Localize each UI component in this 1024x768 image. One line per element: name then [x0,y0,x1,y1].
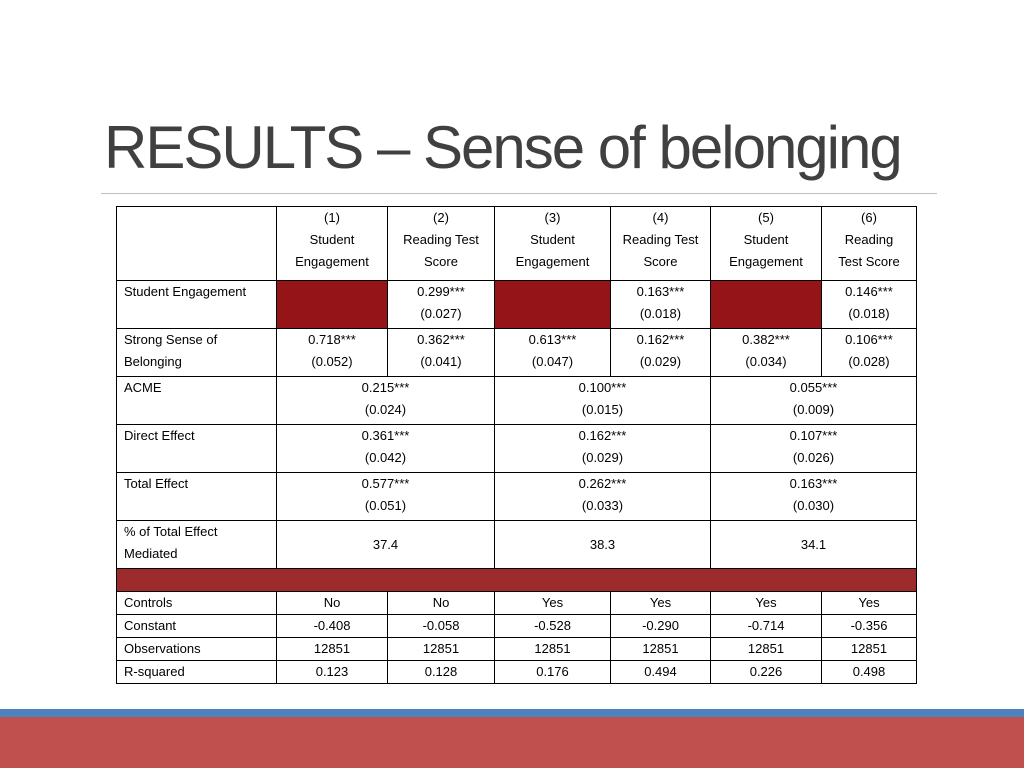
coef-cell [711,425,917,473]
standard-error: (0.029) [581,450,624,465]
standard-error: (0.026) [792,450,835,465]
row-label-line2: Mediated [124,546,178,561]
row-label: Total Effect [117,473,277,521]
column-header-1 [277,207,388,281]
value-cell: 0.123 [277,661,388,684]
coef-cell [388,281,495,329]
value-cell: 0.498 [822,661,917,684]
slide-title: RESULTS – Sense of belonging [104,114,901,181]
row-label: Student Engagement [117,281,277,329]
coefficient: 0.362*** [417,332,465,347]
coef-cell [495,329,611,377]
standard-error: (0.033) [581,498,624,513]
belonging-row [117,329,917,377]
row-label-line2: Belonging [124,354,182,369]
value-cell: No [388,592,495,615]
value-cell: 12851 [822,638,917,661]
value-cell: -0.714 [711,615,822,638]
coefficient: 0.215*** [361,380,410,395]
coef-cell [822,329,917,377]
value-cell: 0.494 [611,661,711,684]
regression-results-table [116,206,917,684]
column-title-line2: Test Score [838,254,900,269]
coef-cell [822,281,917,329]
value-cell: -0.290 [611,615,711,638]
coefficient: 0.162*** [636,332,685,347]
value-cell: 38.3 [495,521,711,569]
row-label: Direct Effect [117,425,277,473]
column-number: (3) [544,210,561,225]
value-cell: 12851 [495,638,611,661]
column-title-line2: Engagement [515,254,590,269]
coefficient: 0.162*** [578,428,627,443]
value-cell: 12851 [711,638,822,661]
coef-cell [711,473,917,521]
value-cell: No [277,592,388,615]
standard-error: (0.047) [531,354,574,369]
title-divider [101,193,937,194]
coef-cell [277,425,495,473]
column-title-line2: Engagement [729,254,803,269]
coefficient: 0.361*** [361,428,410,443]
row-label: Constant [117,615,277,638]
standard-error: (0.041) [420,354,462,369]
total-effect-row [117,473,917,521]
student-engagement-row [117,281,917,329]
value-cell: 12851 [611,638,711,661]
column-title-line2: Score [424,254,458,269]
coefficient: 0.577*** [361,476,410,491]
column-title-line2: Engagement [295,254,369,269]
coef-cell [611,281,711,329]
row-label: ACME [117,377,277,425]
standard-error: (0.015) [581,402,624,417]
coefficient: 0.382*** [742,332,790,347]
filled-cell [711,281,822,329]
row-label: Controls [117,592,277,615]
filled-cell [277,281,388,329]
column-header-3 [495,207,611,281]
value-cell: Yes [711,592,822,615]
column-number: (4) [652,210,669,225]
value-cell: 0.226 [711,661,822,684]
value-cell: 12851 [277,638,388,661]
coefficient: 0.262*** [578,476,627,491]
header-row [117,207,917,281]
standard-error: (0.052) [311,354,353,369]
row-label-line1: Strong Sense of [124,332,218,347]
r-squared-row [117,661,917,684]
row-label [117,329,277,377]
footer-red-band [0,717,1024,768]
coefficient: 0.299*** [417,284,465,299]
column-title-line1: Reading Test [403,232,479,247]
column-header-5 [711,207,822,281]
coefficient: 0.718*** [308,332,356,347]
value-cell: Yes [495,592,611,615]
coef-cell [277,377,495,425]
row-label: Observations [117,638,277,661]
coef-cell [495,473,711,521]
coefficient: 0.100*** [578,380,627,395]
column-title-line1: Reading Test [622,232,699,247]
row-label: R-squared [117,661,277,684]
column-title-line1: Reading [844,232,894,247]
standard-error: (0.018) [639,306,682,321]
coefficient: 0.107*** [789,428,838,443]
column-number: (1) [324,210,340,225]
standard-error: (0.042) [364,450,407,465]
value-cell: -0.058 [388,615,495,638]
header-empty-cell [117,207,277,281]
value-cell: 0.176 [495,661,611,684]
coef-cell [277,473,495,521]
coef-cell [495,377,711,425]
column-header-6 [822,207,917,281]
coefficient: 0.163*** [789,476,838,491]
separator-row [117,569,917,592]
column-number: (2) [433,210,449,225]
footer-blue-band [0,709,1024,717]
value-cell: -0.528 [495,615,611,638]
coefficient: 0.146*** [845,284,893,299]
standard-error: (0.009) [792,402,835,417]
value-cell: 34.1 [711,521,917,569]
coefficient: 0.613*** [528,332,577,347]
acme-row [117,377,917,425]
column-title-line1: Student [309,232,355,247]
value-cell: -0.408 [277,615,388,638]
filled-cell [495,281,611,329]
standard-error: (0.028) [848,354,890,369]
row-label [117,521,277,569]
column-number: (6) [861,210,877,225]
coef-cell [388,329,495,377]
controls-row [117,592,917,615]
standard-error: (0.029) [639,354,682,369]
column-title-line1: Student [530,232,575,247]
standard-error: (0.027) [420,306,462,321]
standard-error: (0.024) [364,402,407,417]
column-title-line1: Student [743,232,789,247]
coefficient: 0.163*** [636,284,685,299]
column-header-4 [611,207,711,281]
value-cell: Yes [611,592,711,615]
coef-cell [711,377,917,425]
coef-cell [277,329,388,377]
pct-mediated-row [117,521,917,569]
coef-cell [611,329,711,377]
standard-error: (0.051) [364,498,407,513]
separator-bar [117,569,917,592]
value-cell: -0.356 [822,615,917,638]
column-header-2 [388,207,495,281]
coef-cell [711,329,822,377]
observations-row [117,638,917,661]
constant-row [117,615,917,638]
value-cell: 37.4 [277,521,495,569]
column-title-line2: Score [643,254,678,269]
standard-error: (0.018) [848,306,890,321]
standard-error: (0.030) [792,498,835,513]
value-cell: Yes [822,592,917,615]
direct-effect-row [117,425,917,473]
value-cell: 12851 [388,638,495,661]
standard-error: (0.034) [745,354,787,369]
coef-cell [495,425,711,473]
row-label-line1: % of Total Effect [124,524,218,539]
coefficient: 0.106*** [845,332,893,347]
column-number: (5) [758,210,774,225]
coefficient: 0.055*** [789,380,838,395]
value-cell: 0.128 [388,661,495,684]
